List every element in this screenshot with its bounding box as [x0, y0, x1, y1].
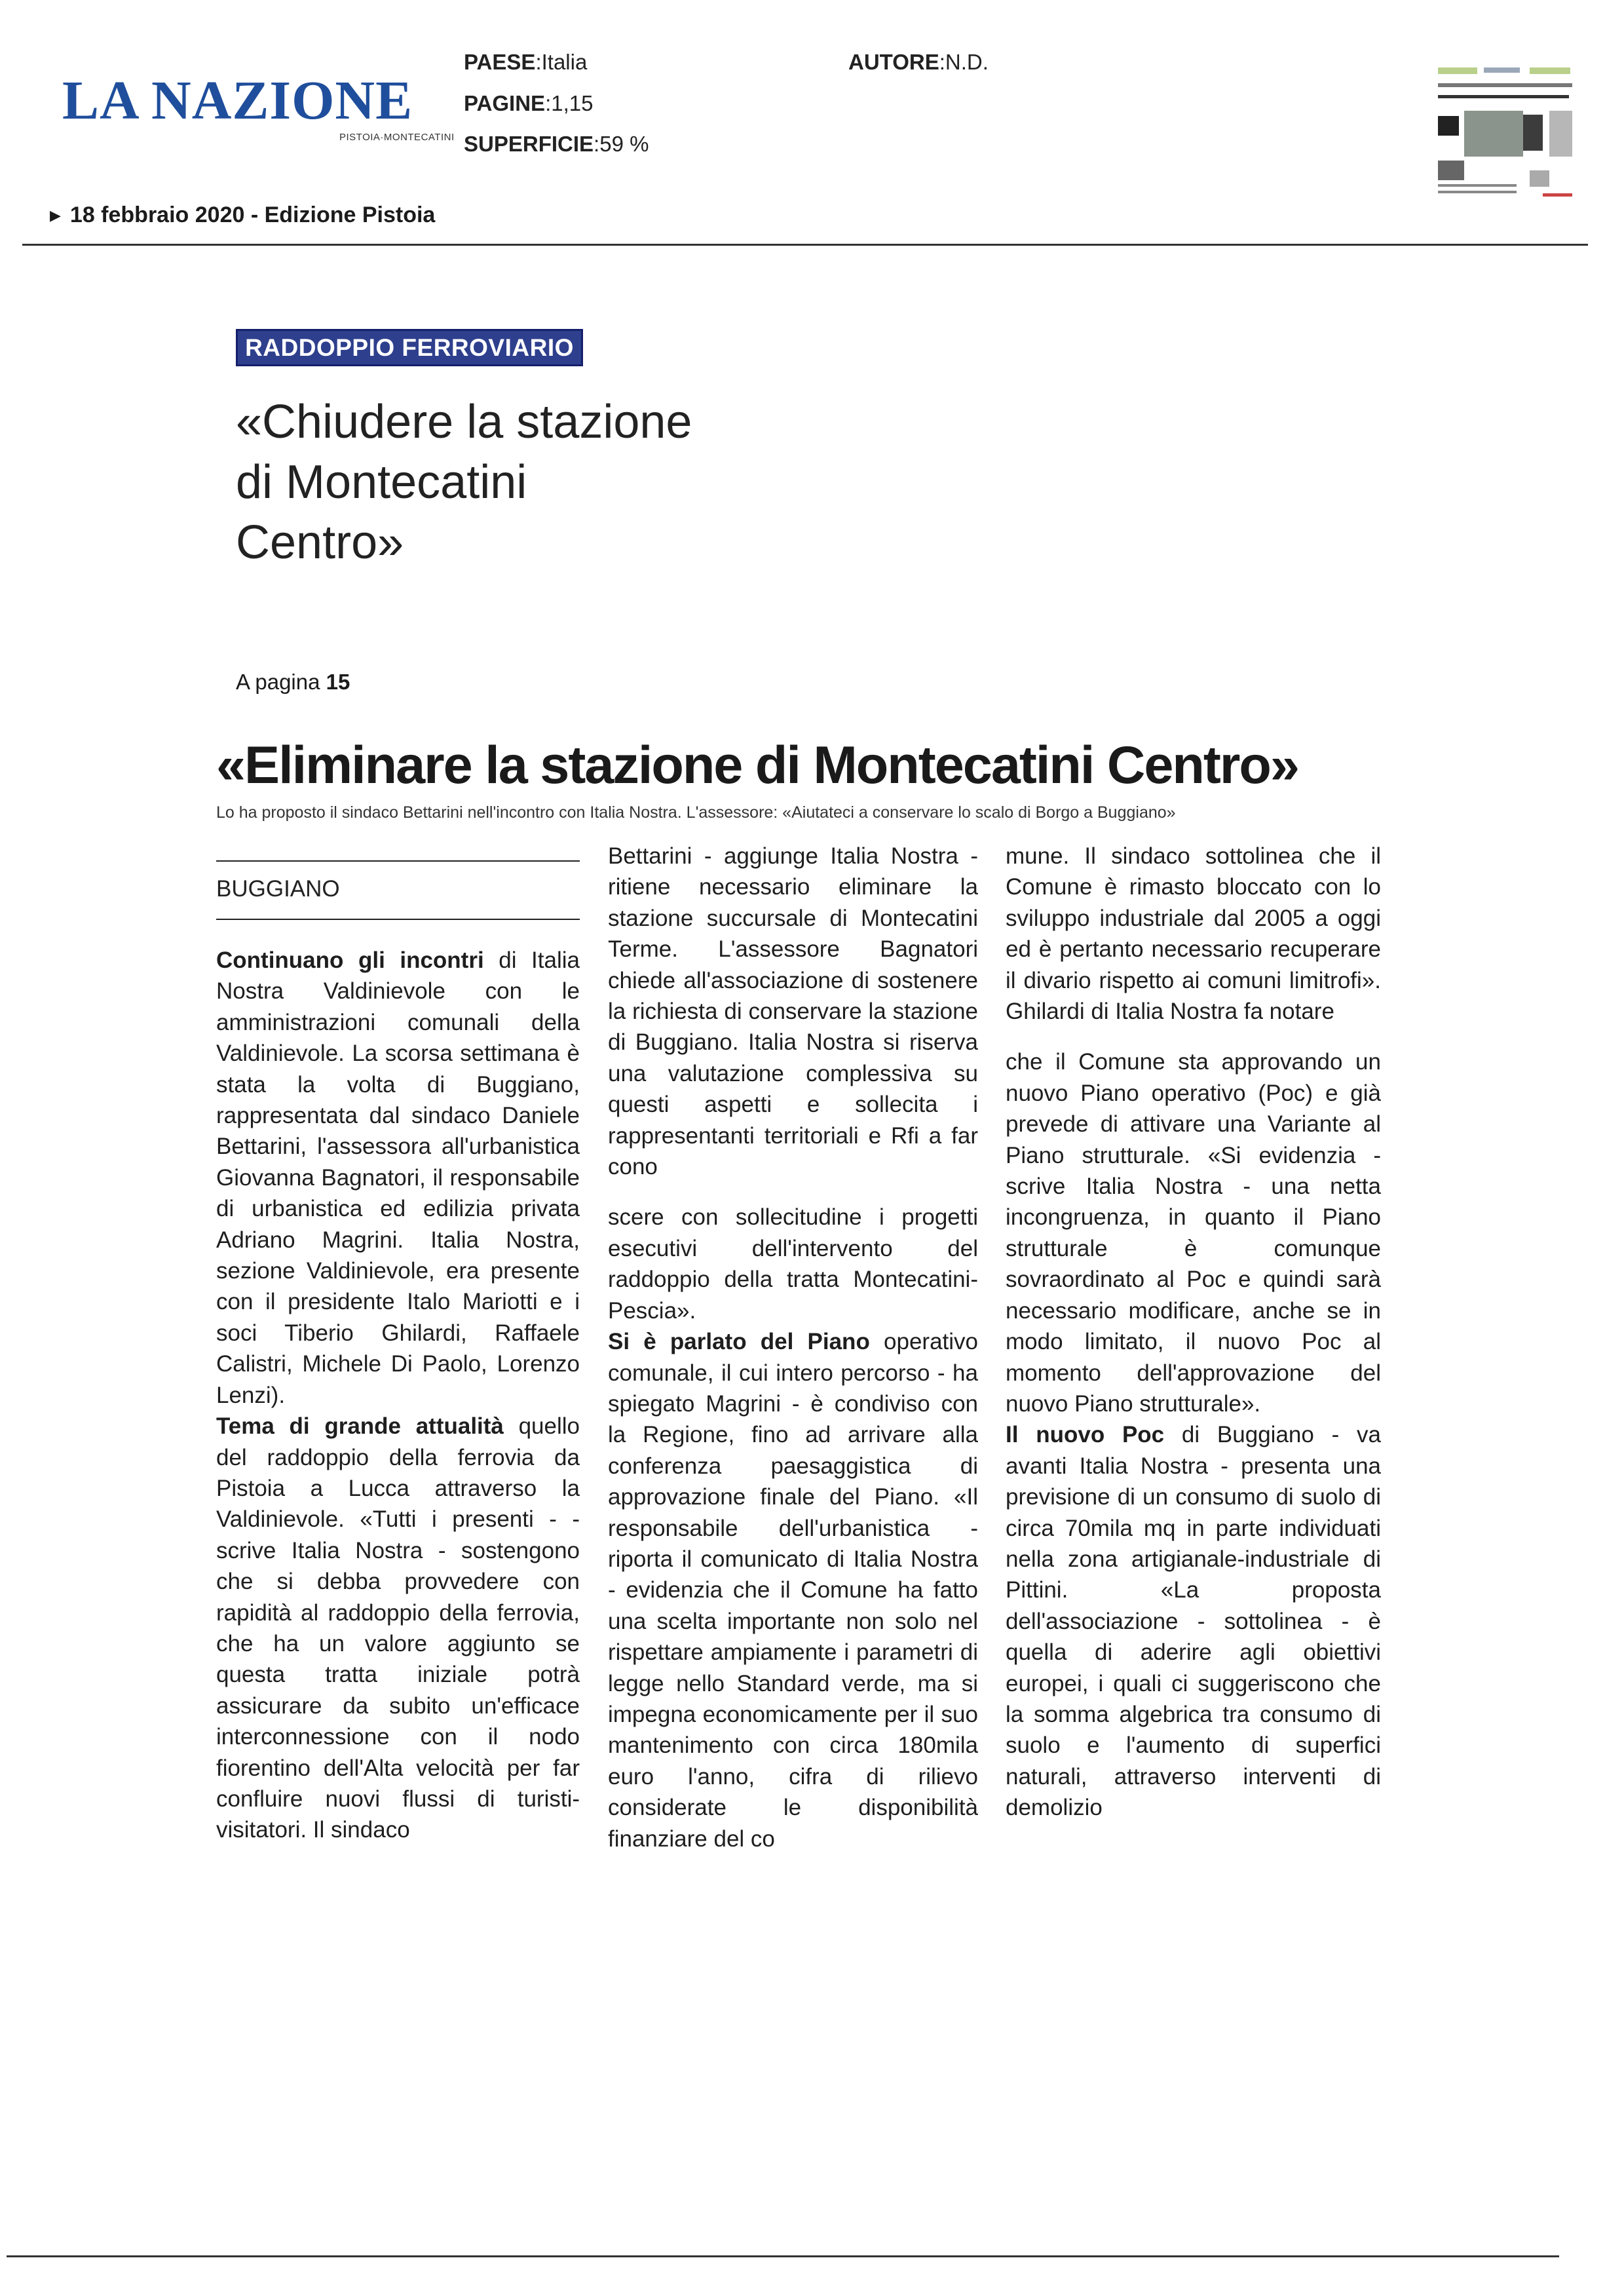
paragraph-lead: Continuano gli incontri [216, 947, 484, 973]
paragraph-text: di Buggiano - va avanti Italia Nostra - presenta una previsione di un consumo di suolo di circa 70mila mq in parte individuati nella zona artigianale-industriale di Pittini. «La proposta dell'associazione - sottolinea - è quella di aderire agli obiettivi europei, i quali ci suggeriscono che la somma algebrica tra consumo di suolo e l'aumento di superfici naturali, attraverso interventi di demolizio [1006, 1422, 1381, 1821]
paragraph-text: mune. Il sindaco sottolinea che il Comune è rimasto bloccato con lo sviluppo industriale dal 2005 a oggi ed è pertanto necessario recuperare il divario rispetto ai comuni limitrofi». Ghilardi di Italia Nostra fa notare [1006, 843, 1381, 1025]
paragraph-text: quello del raddoppio della ferrovia da Pistoia a Lucca attraverso la Valdinievole. «Tutti i presenti - - scrive Italia Nostra - sostengono che si debba provvedere con rapidità al raddoppio della ferrovia, che ha un valore aggiunto se questa tratta iniziale potrà assicurare da subito un'efficace interconnessione con il nodo fiorentino dell'Alta velocità per far confluire nuovi flussi di turisti-visitatori. Il sindaco [216, 1413, 580, 1843]
page-ref-number: 15 [326, 670, 350, 694]
article-paragraph [1006, 841, 1381, 1027]
article-column-1 [216, 841, 580, 1846]
paragraph-lead: Si è parlato del Piano [608, 1329, 870, 1355]
article-paragraph [1006, 1419, 1381, 1823]
dateline-rule [216, 919, 580, 920]
meta-superficie [464, 133, 649, 155]
article-headline: «Eliminare la stazione di Montecatini Centro» [216, 736, 1298, 795]
paragraph-text: scere con sollecitudine i progetti esecutivi dell'intervento del raddoppio della tratta Montecatini-Pescia». [608, 1204, 978, 1324]
article-paragraph [216, 945, 580, 1411]
meta-value: :N.D. [939, 50, 989, 74]
meta-label: SUPERFICIE [464, 132, 594, 156]
meta-value: :Italia [535, 50, 588, 74]
newspaper-masthead: LA NAZIONE [62, 70, 413, 131]
paragraph-lead: Il nuovo Poc [1006, 1422, 1165, 1448]
masthead-edition-label: PISTOIA·MONTECATINI [339, 132, 455, 143]
article-column-3 [1006, 841, 1381, 1824]
article-subhead: Lo ha proposto il sindaco Bettarini nell'incontro con Italia Nostra. L'assessore: «Aiutateci a conservare lo scalo di Borgo a Buggiano» [216, 803, 1176, 822]
meta-paese [464, 51, 587, 73]
paragraph-lead: Tema di grande attualità [216, 1413, 504, 1440]
play-arrow-icon: ▶ [50, 207, 61, 223]
article-paragraph [608, 841, 978, 1182]
teaser-headline: «Chiudere la stazione di Montecatini Centro» [236, 396, 692, 569]
article-paragraph [608, 1326, 978, 1854]
article-column-2 [608, 841, 978, 1854]
edition-date [50, 202, 435, 228]
meta-autore [848, 51, 989, 73]
article-paragraph [1006, 1046, 1381, 1419]
header-divider [22, 244, 1588, 246]
paragraph-text: di Italia Nostra Valdinievole con le amministrazioni comunali della Valdinievole. La scorsa settimana è stata la volta di Buggiano, rappresentata dal sindaco Daniele Bettarini, l'assessora all'urbanistica Giovanna Bagnatori, il responsabile di urbanistica ed edilizia privata Adriano Magrini. Italia Nostra, sezione Valdinievole, era presente con il presidente Italo Mariotti e i soci Tiberio Ghilardi, Raffaele Calistri, Michele Di Paolo, Lorenzo Lenzi). [216, 947, 580, 1408]
edition-date-text: 18 febbraio 2020 - Edizione Pistoia [69, 202, 436, 227]
article-paragraph [216, 1411, 580, 1846]
section-kicker: RADDOPPIO FERROVIARIO [236, 329, 583, 366]
page-thumbnail [1438, 62, 1572, 201]
paragraph-text: che il Comune sta approvando un nuovo Piano operativo (Poc) e già prevede di attivare una Variante al Piano strutturale. «Si evidenzia - scrive Italia Nostra - una netta incongruenza, in quanto il Piano strutturale è comunque sovraordinato al Poc e quindi sarà necessario modificare, anche se in modo limitato, il nuovo Poc al momento dell'approvazione del nuovo Piano strutturale». [1006, 1049, 1381, 1417]
meta-label: AUTORE [848, 50, 939, 74]
footer-divider [7, 2255, 1559, 2257]
meta-label: PAESE [464, 50, 536, 74]
meta-pagine [464, 92, 593, 114]
meta-value: :59 % [594, 132, 649, 156]
article-paragraph [608, 1202, 978, 1326]
paragraph-text: operativo comunale, il cui intero percorso - ha spiegato Magrini - è condiviso con la Regione, fino ad arrivare alla conferenza paesaggistica di approvazione finale del Piano. «Il responsabile dell'urbanistica - riporta il comunicato di Italia Nostra - evidenzia che il Comune ha fatto una scelta importante non solo nel rispettare ampiamente i parametri di legge nello Standard verde, ma si impegna economicamente per il suo mantenimento con circa 180mila euro l'anno, cifra di rilievo considerate le disponibilità finanziare del co [608, 1329, 978, 1852]
meta-label: PAGINE [464, 91, 546, 115]
meta-value: :1,15 [545, 91, 594, 115]
paragraph-text: Bettarini - aggiunge Italia Nostra - ritiene necessario eliminare la stazione succursale di Montecatini Terme. L'assessore Bagnatori chiede all'associazione di sostenere la richiesta di conservare la stazione di Buggiano. Italia Nostra si riserva una valutazione complessiva su questi aspetti e sollecita i rappresentanti territoriali e Rfi a far cono [608, 843, 978, 1180]
article-dateline: BUGGIANO [216, 876, 340, 902]
teaser-page-reference [236, 670, 350, 695]
page-ref-prefix: A pagina [236, 670, 320, 694]
